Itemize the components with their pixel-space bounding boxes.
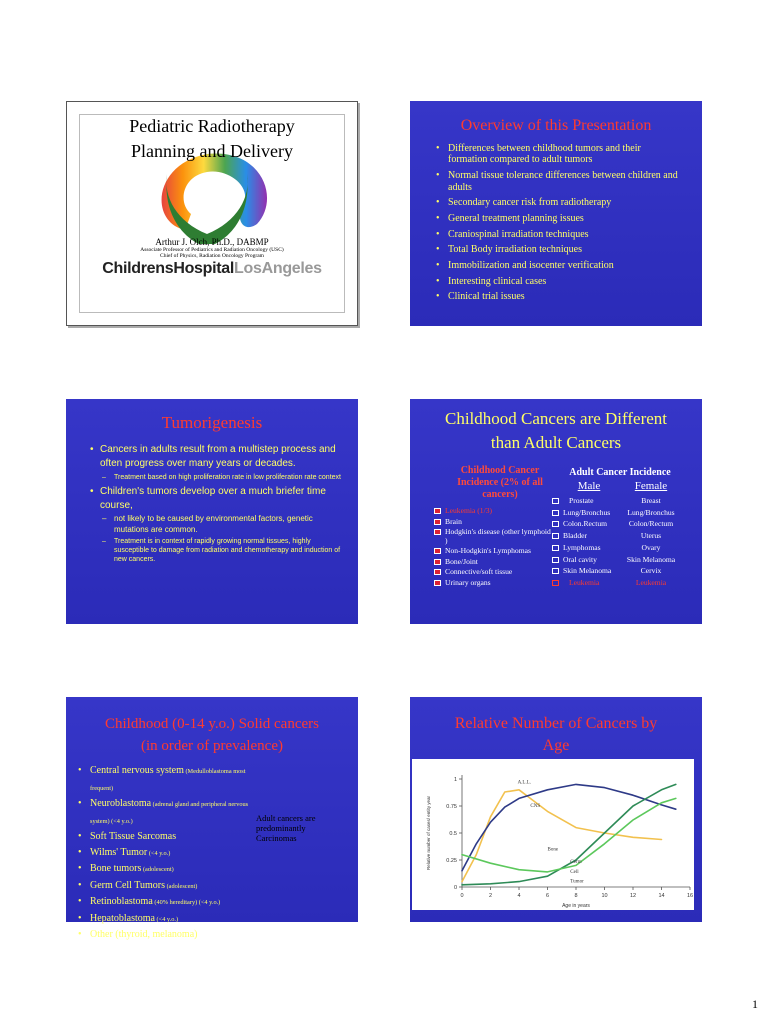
sub-bullet-genetic [90, 513, 342, 535]
adult-male-item [552, 530, 624, 542]
adult-carcinoma-note: Adult cancers are predominantly Carcinomas [256, 813, 316, 843]
adult-female-item: Uterus [640, 531, 662, 541]
child-cancer-label: Brain [445, 516, 462, 526]
checkbox-icon [552, 545, 559, 551]
cancer-note: (<4 y.o.) [154, 915, 179, 923]
slide1-title [67, 114, 357, 164]
child-cancer-label: Leukemia (1/3) [445, 506, 493, 515]
adult-male-item [552, 542, 624, 554]
cancer-name: Wilms' Tumor [90, 846, 148, 858]
checkbox-icon [552, 568, 559, 574]
solid-cancer-item [78, 829, 268, 845]
adult-female-item: Skin Melanoma [626, 554, 676, 564]
adult-male-label: Lung/Bronchus [563, 507, 611, 517]
slide-relative-cancers [410, 697, 702, 922]
title-line-2: (in order of prevalence) [140, 738, 283, 754]
solid-cancer-item [78, 927, 268, 943]
adult-female-item: Lung/Bronchus [627, 507, 675, 517]
adult-male-item [552, 507, 624, 519]
overview-item: • Normal tissue tolerance differences between children and adults [436, 170, 682, 193]
y-tick-label: 0.25 [446, 858, 457, 864]
child-cancer-item [434, 578, 552, 587]
checkbox-icon [552, 510, 559, 516]
female-header: Female [634, 480, 668, 492]
child-cancer-list [434, 506, 552, 588]
title-line-2: Planning and Delivery [131, 141, 293, 161]
bullet-dot: • [90, 444, 94, 455]
title-line-1: Relative Number of Cancers by [454, 715, 658, 732]
adult-male-label: Leukemia [569, 577, 600, 587]
child-cancer-label: Non-Hodgkin's Lymphomas [445, 546, 531, 556]
x-tick-label: 10 [601, 893, 608, 899]
child-cancer-label: Connective/soft tissue [445, 567, 513, 577]
age-cancer-chart [412, 759, 694, 910]
overview-item: • Immobilization and isocenter verification [436, 260, 682, 271]
male-header: Male [577, 480, 601, 492]
adult-male-label: Oral cavity [563, 554, 597, 564]
child-cancer-item [434, 557, 552, 566]
adult-male-label: Lymphomas [563, 542, 601, 552]
adult-header: Adult Cancer Incidence [569, 467, 671, 478]
checkbox-icon [552, 557, 559, 563]
adult-female-item: Breast [641, 496, 661, 505]
chart-panel [412, 759, 694, 910]
x-tick-label: 4 [517, 893, 521, 899]
x-tick-label: 14 [658, 893, 665, 899]
checkbox-icon [434, 529, 441, 535]
sub-bullet-proliferation [90, 473, 342, 482]
cancer-note: (adolescent) [141, 866, 174, 873]
child-cancer-label: Bone/Joint [445, 556, 478, 566]
overview-item: • Craniospinal irradiation techniques [436, 229, 682, 240]
slide-childhood-vs-adult [410, 399, 702, 624]
checkbox-icon [434, 519, 441, 525]
child-cancer-item [434, 527, 552, 545]
adult-female-item: Leukemia [635, 577, 667, 587]
child-cancer-label: Hodgkin's disease (other lymphoid ) [445, 527, 551, 546]
checkbox-icon [552, 521, 559, 527]
adult-male-item [552, 577, 624, 589]
adult-male-list [552, 495, 624, 589]
affiliation-2: Chief of Physics, Radiation Oncology Program [160, 253, 264, 259]
adult-female-item: Cervix [640, 566, 662, 576]
series-annotation: Cell [570, 869, 579, 875]
cancer-name: Central nervous system [90, 765, 184, 776]
slide2-title: Overview of this Presentation [460, 117, 652, 134]
checkbox-icon [434, 569, 441, 575]
sub-bullet-proliferation-text: Treatment based on high proliferation rate in low proliferation rate context [114, 474, 341, 481]
cancer-name: Neuroblastoma [90, 798, 152, 809]
slide-overview [410, 101, 702, 326]
bullet-adults-text: Cancers in adults result from a multistep process and often progress over many years or decades. [100, 444, 336, 469]
adult-male-item [552, 554, 624, 566]
x-axis-label: Age in years [562, 903, 590, 909]
adult-male-label: Colon.Rectum [563, 519, 608, 529]
cancer-note: (40% hereditary) (<4 y.o.) [152, 899, 221, 906]
page-number: 1 [752, 997, 758, 1011]
checkbox-icon [552, 533, 559, 539]
cancer-name: Other (thyroid, melanoma) [90, 929, 198, 940]
x-tick-label: 6 [545, 893, 550, 899]
checkbox-icon [552, 498, 559, 504]
bullet-children [90, 485, 342, 512]
cancer-note: (adrenal gland and peripheral nervous system) (<4 y.o.) [90, 801, 249, 825]
series-annotation: Tumor [570, 879, 584, 885]
series-line [462, 784, 676, 870]
child-cancer-item [434, 506, 552, 515]
solid-cancer-item [78, 845, 268, 862]
y-tick-label: 0 [453, 885, 457, 891]
checkbox-icon [434, 580, 441, 586]
checkbox-icon [434, 508, 441, 514]
slide3-title: Tumorigenesis [161, 413, 263, 432]
series-annotation: Germ [570, 860, 582, 866]
adult-male-label: Skin Melanoma [563, 566, 612, 576]
overview-item: • Differences between childhood tumors and their formation compared to adult tumors [436, 143, 682, 166]
checkbox-icon [552, 580, 559, 586]
adult-male-label: Prostate [569, 496, 594, 505]
slide6-title [410, 713, 702, 757]
cancer-note: (Medulloblastoma most frequent) [90, 768, 246, 792]
overview-item: • Clinical trial issues [436, 291, 682, 302]
child-cancer-label: Urinary organs [445, 577, 491, 587]
title-line-2: than Adult Cancers [490, 433, 622, 452]
slide4-title [410, 407, 702, 455]
bullet-adults [90, 443, 342, 470]
cancer-note: (<4 y.o.) [147, 849, 171, 857]
y-axis-label: Relative number of cases/ entity year [426, 795, 431, 871]
y-tick-label: 0.5 [449, 831, 457, 837]
x-tick-label: 0 [460, 893, 464, 899]
x-tick-label: 12 [629, 893, 637, 899]
slide-title [66, 101, 358, 326]
y-tick-label: 0.75 [446, 804, 457, 810]
title-line-1: Childhood Cancers are Different [444, 409, 668, 428]
child-cancer-item [434, 517, 552, 526]
slide-tumorigenesis [66, 399, 358, 624]
adult-male-item [552, 518, 624, 530]
title-line-2: Age [542, 737, 570, 754]
solid-cancer-item [78, 861, 268, 878]
solid-cancer-item [78, 894, 268, 911]
sub-bullet-treatment-text: Treatment is in context of rapidly growing normal tissues, highly susceptible to damage from radiation and chemotherapy and induction of new cancers. [114, 538, 341, 563]
title-line-1: Pediatric Radiotherapy [129, 116, 295, 136]
y-tick-label: 1 [453, 777, 457, 783]
overview-item: • Interesting clinical cases [436, 276, 682, 287]
hospital-logo [67, 260, 357, 278]
sub-bullet-genetic-text: not likely to be caused by environmental factors, genetic mutations are common. [114, 514, 313, 534]
overview-item: • Total Body irradiation techniques [436, 244, 682, 255]
cancer-name: Germ Cell Tumors [90, 879, 166, 891]
author: Arthur J. Olch, Ph.D., DABMP [155, 237, 269, 247]
series-line [462, 784, 676, 884]
cancer-note: (adolescent) [165, 882, 198, 890]
cancer-name: Soft Tissue Sarcomas [90, 831, 177, 842]
logo-bold: ChildrensHospital [102, 260, 235, 277]
checkbox-icon [434, 548, 441, 554]
solid-cancer-list [78, 763, 268, 943]
child-header: Childhood Cancer Incidence (2% of all cancers) [457, 465, 543, 500]
adult-male-item [552, 565, 624, 577]
sub-bullet-treatment [90, 537, 342, 564]
tumorigenesis-content [90, 443, 342, 564]
cancer-name: Bone tumors [90, 863, 142, 874]
overview-list [436, 143, 682, 303]
adult-male-item [552, 495, 624, 507]
x-tick-label: 8 [574, 893, 578, 899]
checkbox-icon [434, 559, 441, 565]
dash: – [102, 474, 106, 481]
overview-item: • Secondary cancer risk from radiotherapy [436, 197, 682, 208]
bullet-children-text: Children's tumors develop over a much briefer time course, [100, 486, 326, 511]
child-cancer-item [434, 546, 552, 555]
solid-cancer-item [78, 911, 268, 928]
overview-item: • General treatment planning issues [436, 213, 682, 224]
adult-female-item: Colon/Rectum [628, 519, 674, 529]
child-cancer-item [434, 567, 552, 576]
bullet-dot: • [90, 486, 94, 497]
x-tick-label: 16 [686, 893, 694, 899]
slide5-title [66, 713, 358, 757]
dash: – [102, 514, 107, 523]
solid-cancer-item [78, 878, 268, 895]
slide-solid-cancers [66, 697, 358, 940]
series-annotation: CNS [530, 804, 541, 810]
solid-cancer-item [78, 763, 268, 796]
series-annotation: A.L.L. [517, 780, 532, 786]
title-line-1: Childhood (0-14 y.o.) Solid cancers [105, 716, 319, 732]
x-tick-label: 2 [488, 893, 493, 899]
adult-male-label: Bladder [563, 531, 588, 541]
solid-cancer-item [78, 796, 268, 829]
affiliation-1: Associate Professor of Pediatrics and Radiation Oncology (USC) [140, 247, 284, 253]
dash: – [102, 538, 106, 545]
logo-light: LosAngeles [234, 260, 322, 277]
cancer-name: Retinoblastoma [90, 896, 153, 907]
cancer-name: Hepatoblastoma [90, 912, 155, 924]
adult-female-list [620, 495, 682, 589]
series-annotation: Bone [547, 847, 559, 853]
adult-female-item: Ovary [641, 542, 661, 552]
